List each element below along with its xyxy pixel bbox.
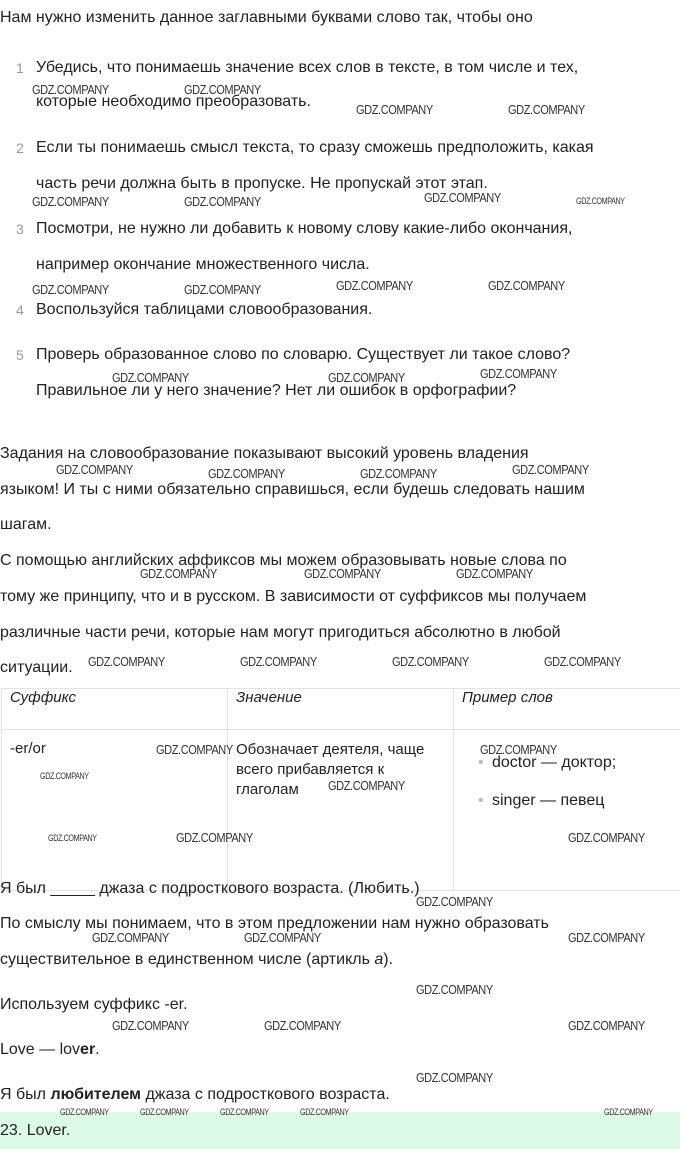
watermark: GDZ.COMPANY <box>48 833 97 843</box>
table-row <box>2 730 680 891</box>
love-text: Love — lov <box>0 1041 81 1058</box>
final-text: джаза с подросткового возраста. <box>141 1086 390 1103</box>
watermark: GDZ.COMPANY <box>304 566 381 581</box>
watermark: GDZ.COMPANY <box>416 982 493 997</box>
watermark: GDZ.COMPANY <box>328 370 405 385</box>
step-text: Убедись, что понимаешь значение всех слов в тексте, в том числе и тех, <box>36 59 579 76</box>
watermark: GDZ.COMPANY <box>156 742 233 757</box>
watermark: GDZ.COMPANY <box>264 1018 341 1033</box>
answer-text: 23. Lover. <box>0 1122 71 1139</box>
watermark: GDZ.COMPANY <box>32 82 109 97</box>
watermark: GDZ.COMPANY <box>184 194 261 209</box>
watermark: GDZ.COMPANY <box>300 1107 349 1117</box>
watermark: GDZ.COMPANY <box>140 566 217 581</box>
answer-word-bold: любителем <box>50 1086 141 1103</box>
watermark: GDZ.COMPANY <box>328 778 405 793</box>
watermark: GDZ.COMPANY <box>208 466 285 481</box>
step-number: 4 <box>16 302 24 318</box>
step-text: Если ты понимаешь смысл текста, то сразу сможешь предположить, какая <box>36 139 594 156</box>
step-text: например окончание множественного числа. <box>36 256 370 273</box>
para1-line: языком! И ты с ними обязательно справишься, если будешь следовать нашим <box>0 481 585 498</box>
watermark: GDZ.COMPANY <box>424 190 501 205</box>
watermark: GDZ.COMPANY <box>456 566 533 581</box>
step-text: которые необходимо преобразовать. <box>36 93 311 110</box>
watermark: GDZ.COMPANY <box>512 462 589 477</box>
step-number: 3 <box>16 221 24 237</box>
table-header-row <box>2 689 680 730</box>
para1-line: шагам. <box>0 516 52 533</box>
love-text: . <box>95 1041 100 1058</box>
article-italic: a <box>374 951 384 968</box>
watermark: GDZ.COMPANY <box>356 102 433 117</box>
final-text: Я был <box>0 1086 51 1103</box>
step-text: часть речи должна быть в пропуске. Не пропускай этот этап. <box>36 175 488 192</box>
watermark: GDZ.COMPANY <box>416 894 493 909</box>
step-text: Воспользуйся таблицами словообразования. <box>36 301 373 318</box>
cell-meaning: Обозначает деятеля, чаще всего прибавляется к глаголам <box>228 730 454 891</box>
watermark: GDZ.COMPANY <box>360 466 437 481</box>
watermark: GDZ.COMPANY <box>40 771 89 781</box>
step-number: 5 <box>16 347 24 363</box>
header-suffix: Суффикс <box>2 689 228 730</box>
para2-line: различные части речи, которые нам могут пригодиться абсолютно в любой <box>0 624 561 641</box>
love-example <box>0 1032 100 1068</box>
watermark: GDZ.COMPANY <box>508 102 585 117</box>
watermark: GDZ.COMPANY <box>60 1107 109 1117</box>
list-item: • doctor — доктор; <box>492 754 672 772</box>
list-item: • singer — певец <box>492 792 672 810</box>
para2-line: тому же принципу, что и в русском. В зависимости от суффиксов мы получаем <box>0 588 587 605</box>
watermark: GDZ.COMPANY <box>240 654 317 669</box>
watermark: GDZ.COMPANY <box>112 1018 189 1033</box>
suffix-bold: er <box>80 1041 96 1058</box>
task-sentence: Я был _____ джаза с подросткового возраста. (Любить.) <box>0 880 420 897</box>
watermark: GDZ.COMPANY <box>112 370 189 385</box>
watermark: GDZ.COMPANY <box>56 462 133 477</box>
watermark: GDZ.COMPANY <box>480 366 557 381</box>
watermark: GDZ.COMPANY <box>576 196 625 206</box>
header-meaning: Значение <box>228 689 454 730</box>
step-text: Проверь образованное слово по словарю. Существует ли такое слово? <box>36 346 571 363</box>
watermark: GDZ.COMPANY <box>336 278 413 293</box>
watermark: GDZ.COMPANY <box>416 1070 493 1085</box>
watermark: GDZ.COMPANY <box>32 194 109 209</box>
watermark: GDZ.COMPANY <box>568 930 645 945</box>
intro-text: Нам нужно изменить данное заглавными буквами слово так, чтобы оно <box>0 9 533 26</box>
watermark: GDZ.COMPANY <box>604 1107 653 1117</box>
examples-list <box>462 754 672 810</box>
answer-bar <box>0 1112 680 1149</box>
para1-line: Задания на словообразование показывают высокий уровень владения <box>0 445 529 462</box>
watermark: GDZ.COMPANY <box>88 654 165 669</box>
step-text: Посмотри, не нужно ли добавить к новому слову какие-либо окончания, <box>36 220 573 237</box>
cell-suffix: -er/or <box>2 730 228 891</box>
explain-line: По смыслу мы понимаем, что в этом предложении нам нужно образовать <box>0 915 549 932</box>
para2-line: С помощью английских аффиксов мы можем образовывать новые слова по <box>0 552 567 569</box>
step-number: 1 <box>16 60 24 76</box>
watermark: GDZ.COMPANY <box>244 930 321 945</box>
watermark: GDZ.COMPANY <box>488 278 565 293</box>
explain-text: существительное в единственном числе (артикль <box>0 951 375 968</box>
watermark: GDZ.COMPANY <box>392 654 469 669</box>
watermark: GDZ.COMPANY <box>176 830 253 845</box>
watermark: GDZ.COMPANY <box>92 930 169 945</box>
explain-line <box>0 942 393 978</box>
use-suffix-text: Используем суффикс -er. <box>0 996 188 1013</box>
watermark: GDZ.COMPANY <box>32 282 109 297</box>
step-text: Правильное ли у него значение? Нет ли ошибок в орфографии? <box>36 382 517 399</box>
watermark: GDZ.COMPANY <box>568 830 645 845</box>
para2-line: ситуации. <box>0 659 73 676</box>
watermark: GDZ.COMPANY <box>480 742 557 757</box>
watermark: GDZ.COMPANY <box>184 82 261 97</box>
watermark: GDZ.COMPANY <box>220 1107 269 1117</box>
watermark: GDZ.COMPANY <box>544 654 621 669</box>
step-number: 2 <box>16 140 24 156</box>
watermark: GDZ.COMPANY <box>568 1018 645 1033</box>
header-examples: Пример слов <box>454 689 680 730</box>
watermark: GDZ.COMPANY <box>184 282 261 297</box>
explain-text: ). <box>383 951 394 968</box>
watermark: GDZ.COMPANY <box>140 1107 189 1117</box>
